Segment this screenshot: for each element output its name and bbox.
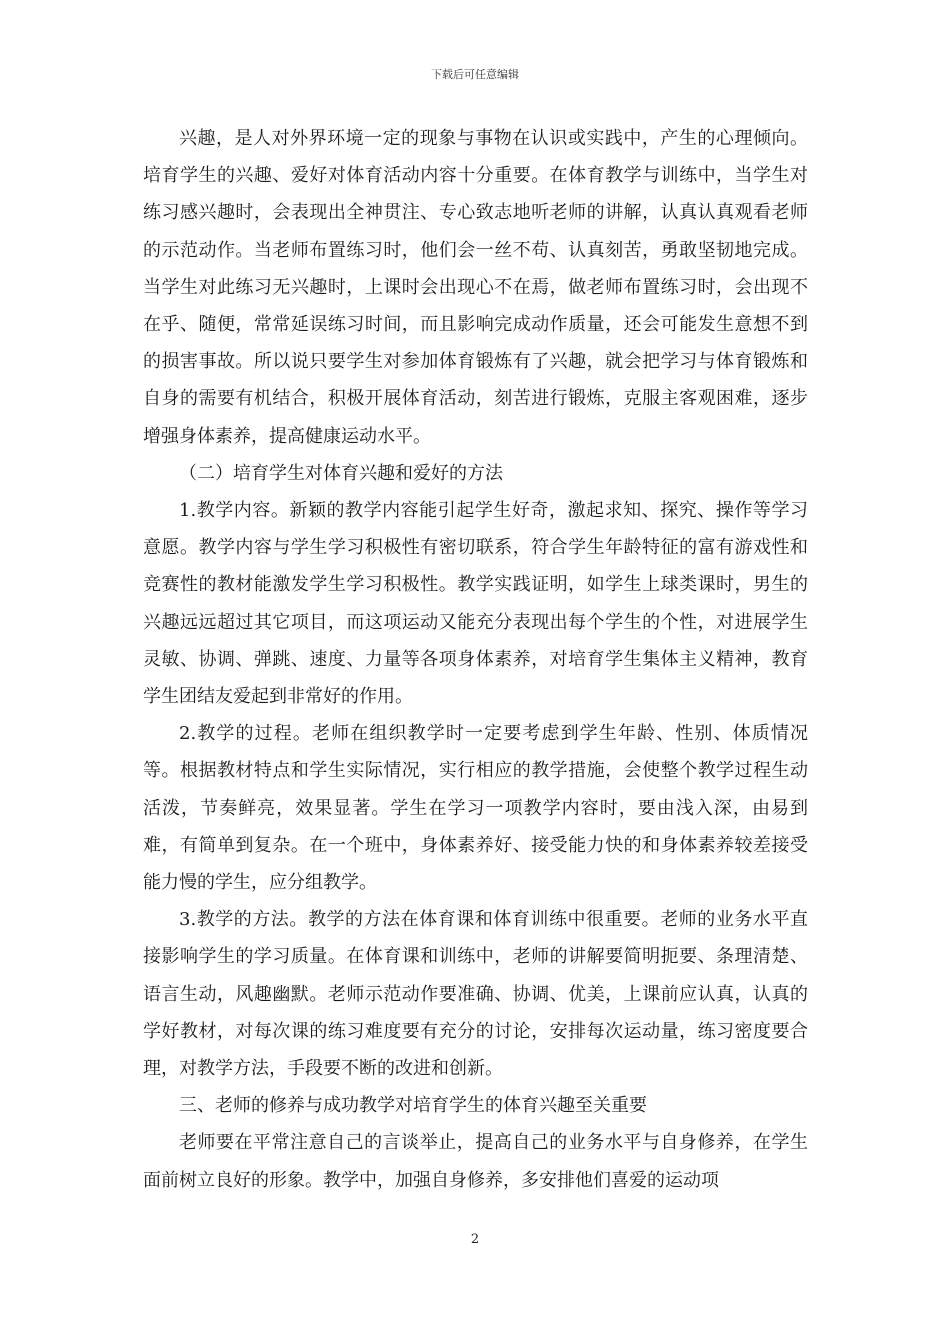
section-heading-teacher-cultivation: 三、老师的修养与成功教学对培育学生的体育兴趣至关重要 [179,1095,647,1117]
section-heading-methods: （二）培育学生对体育兴趣和爱好的方法 [179,462,503,484]
document-body [143,120,808,1199]
paragraph-teaching-methods: 3.教学的方法。教学的方法在体育课和体育训练中很重要。老师的业务水平直接影响学生的学习质量。在体育课和训练中，老师的讲解要简明扼要、条理清楚、语言生动，风趣幽默。老师示范动作要准确、协调、优美，上课前应认真，认真的学好教材，对每次课的练习难度要有充分的讨论，安排每次运动量，练习密度要合理，对教学方法，手段要不断的改进和创新。 [143,909,808,1080]
page-number: 2 [470,1232,480,1247]
paragraph-teacher-cultivation: 老师要在平常注意自己的言谈举止，提高自己的业务水平与自身修养，在学生面前树立良好的形象。教学中，加强自身修养，多安排他们喜爱的运动项 [143,1132,808,1191]
paragraph-teaching-content: 1.教学内容。新颖的教学内容能引起学生好奇，激起求知、探究、操作等学习意愿。教学内容与学生学习积极性有密切联系，符合学生年龄特征的富有游戏性和竞赛性的教材能激发学生学习积极性。教学实践证明，如学生上球类课时，男生的兴趣远远超过其它项目，而这项运动又能充分表现出每个学生的个性，对进展学生灵敏、协调、弹跳、速度、力量等各项身体素养，对培育学生集体主义精神，教育学生团结友爱起到非常好的作用。 [143,500,808,708]
paragraph-interest-definition: 兴趣，是人对外界环境一定的现象与事物在认识或实践中，产生的心理倾向。培育学生的兴趣、爱好对体育活动内容十分重要。在体育教学与训练中，当学生对练习感兴趣时，会表现出全神贯注、专心致志地听老师的讲解，认真认真观看老师的示范动作。当老师布置练习时，他们会一丝不苟、认真刻苦，勇敢坚韧地完成。当学生对此练习无兴趣时，上课时会出现心不在焉，做老师布置练习时，会出现不在乎、随便，常常延误练习时间，而且影响完成动作质量，还会可能发生意想不到的损害事故。所以说只要学生对参加体育锻炼有了兴趣，就会把学习与体育锻炼和自身的需要有机结合，积极开展体育活动，刻苦进行锻炼，克服主客观困难，逐步增强身体素养，提高健康运动水平。 [143,128,808,447]
paragraph-teaching-process: 2.教学的过程。老师在组织教学时一定要考虑到学生年龄、性别、体质情况等。根据教材特点和学生实际情况，实行相应的教学措施，会使整个教学过程生动活泼，节奏鲜亮，效果显著。学生在学习一项教学内容时，要由浅入深，由易到难，有简单到复杂。在一个班中，身体素养好、接受能力快的和身体素养较差接受能力慢的学生，应分组教学。 [143,723,808,894]
page-header: 下载后可任意编辑 [431,68,519,81]
